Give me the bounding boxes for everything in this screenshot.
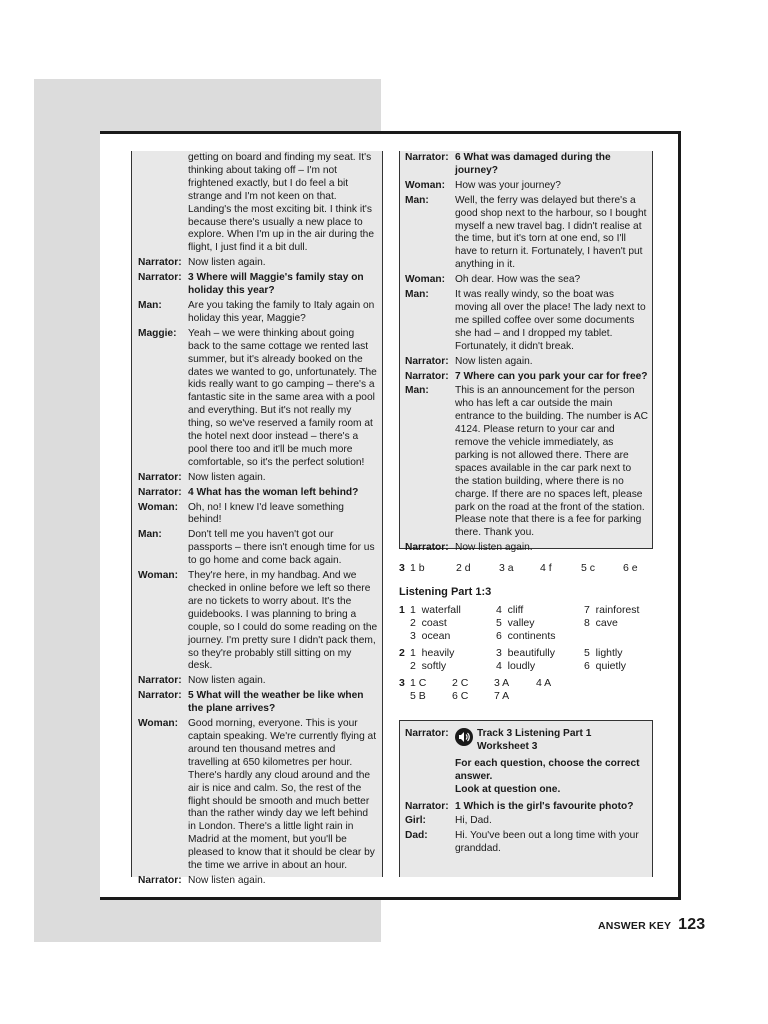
answer-item: 4 f	[540, 562, 552, 574]
speaker-label: Man:	[405, 289, 429, 301]
question-text: 6 What was damaged during the journey?	[455, 152, 611, 176]
answer-row-3	[399, 562, 659, 575]
answer-item: 1 waterfall	[410, 604, 461, 616]
answer-row	[399, 630, 659, 643]
answer-key-section	[399, 562, 659, 703]
answer-number	[399, 630, 410, 643]
transcript-next-box	[399, 720, 653, 877]
answer-number: 3	[399, 677, 405, 689]
transcript-entry	[405, 542, 652, 555]
answer-item: 2 C	[452, 677, 469, 689]
speaker-label: Man:	[138, 529, 162, 541]
transcript-entry	[138, 529, 382, 568]
answer-row	[399, 660, 659, 673]
speaker-label: Man:	[138, 299, 162, 311]
speaker-label: Narrator:	[138, 675, 182, 687]
footer-label: ANSWER KEY	[598, 920, 671, 932]
page-number: 123	[678, 916, 706, 933]
answer-number	[399, 660, 410, 673]
page-footer	[598, 916, 705, 934]
dialogue-text: They're here, in my handbag. And we checked in online before we left so there are no tickets to worry about. It's the guidebooks. I was planning to bring a couple, so I could do some reading on the journey. I'm pretty sure I didn't pack them, so they're probably still sitting on my desk.	[188, 570, 378, 672]
speaker-label: Narrator:	[405, 355, 449, 367]
answer-item: 1 b	[410, 562, 425, 574]
transcript-entry	[405, 180, 652, 193]
dialogue-text: Now listen again.	[455, 542, 533, 554]
speaker-label: Dad:	[405, 830, 428, 842]
transcript-entry	[138, 502, 382, 528]
transcript-entry	[138, 570, 382, 673]
instruction-text: For each question, choose the correct answer.	[455, 757, 640, 782]
speaker-label: Narrator:	[138, 874, 182, 886]
answer-item: 2 d	[456, 562, 471, 574]
dialogue-text: Yeah – we were thinking about going back to the same cottage we rented last summer, but it's already booked on the dates we wanted to go, unfortunately. The kids really want to go camping – there's a fantastic site in the same area with a pool and everything. But it's not really my thing, so we've reserved a family room at the hotel next door instead – there's a pool there too and it'll be much more comfortable, so it's the perfect solution!	[188, 327, 377, 468]
answer-item: 6 continents	[496, 630, 556, 642]
question-text: 4 What has the woman left behind?	[188, 486, 359, 498]
dialogue-text: Don't tell me you haven't got our passports – there isn't enough time for us to go home and come back again.	[188, 529, 375, 567]
answer-item: 2 softly	[410, 660, 447, 672]
dialogue-text: How was your journey?	[455, 179, 561, 191]
speaker-label: Narrator:	[138, 471, 182, 483]
instruction-text: Look at question one.	[455, 783, 561, 795]
answer-item: 3 a	[499, 562, 514, 574]
speaker-label: Narrator:	[405, 152, 449, 163]
section-heading: Listening Part 1:3	[399, 586, 492, 598]
speaker-label: Man:	[405, 385, 429, 397]
speaker-label: Woman:	[405, 274, 445, 286]
transcript-entry	[405, 152, 652, 178]
transcript-entry	[138, 328, 382, 470]
transcript-entry	[405, 815, 652, 828]
speaker-label: Woman:	[138, 718, 178, 730]
speaker-label: Narrator:	[138, 690, 182, 702]
question-text: 1 Which is the girl's favourite photo?	[455, 800, 634, 812]
answer-number: 3	[399, 562, 405, 574]
question-text: 3 Where will Maggie's family stay on holiday this year?	[188, 272, 364, 297]
answer-item: 7 A	[494, 690, 510, 702]
dialogue-text: Well, the ferry was delayed but there's a good shop next to the harbour, so I bought myself a new travel bag. I didn't realise at the time, but it's torn at one end, so I'll have to return it. Fortunately, I haven't put anything in it.	[455, 194, 647, 271]
answer-item: 1 heavily	[410, 647, 455, 659]
question-text: 7 Where can you park your car for free?	[455, 370, 648, 382]
answer-number	[399, 617, 410, 630]
speaker-label: Narrator:	[405, 728, 449, 739]
answer-item: 6 e	[623, 562, 638, 574]
dialogue-text: getting on board and finding my seat. It's thinking about taking off – I'm not frightened exactly, but I do feel a bit strange and I'm not keen on that. Landing's the most exciting bit. I think it's because there's usually a new place to explore. When I'm up in the air during the flight, I just find it a bit dull.	[188, 152, 374, 254]
transcript-entry	[405, 274, 652, 287]
question-text: 5 What will the weather be like when the plane arrives?	[188, 690, 364, 715]
speaker-label: Narrator:	[138, 486, 182, 498]
answer-item: 4 A	[536, 677, 552, 689]
track-title: Track 3 Listening Part 1	[477, 728, 592, 739]
transcript-entry	[138, 300, 382, 326]
transcript-entry	[405, 371, 652, 384]
speaker-label	[138, 152, 188, 255]
answer-item: 4 cliff	[496, 604, 524, 616]
speaker-label: Narrator:	[405, 542, 449, 554]
transcript-entry	[138, 690, 382, 716]
answer-item: 5 lightly	[584, 647, 623, 659]
dialogue-text: Now listen again.	[455, 355, 533, 367]
answer-number: 1	[399, 604, 405, 616]
answer-number: 2	[399, 647, 405, 659]
dialogue-text: Now listen again.	[188, 257, 266, 269]
transcript-entry	[405, 289, 652, 354]
answer-item: 3 ocean	[410, 630, 451, 642]
answer-item: 6 C	[452, 690, 469, 702]
answer-item: 3 beautifully	[496, 647, 555, 659]
dialogue-text: Hi. You've been out a long time with your granddad.	[455, 830, 639, 855]
transcript-entry	[138, 257, 382, 270]
answer-number	[399, 690, 410, 703]
transcript-entry	[405, 385, 652, 540]
transcript-right-box	[399, 151, 653, 554]
dialogue-text: Now listen again.	[188, 874, 266, 886]
answer-item: 1 C	[410, 677, 427, 689]
speaker-label: Narrator:	[405, 370, 449, 382]
answer-row	[399, 617, 659, 630]
answer-item: 5 c	[581, 562, 596, 574]
transcript-entry	[138, 487, 382, 500]
dialogue-text: Oh, no! I knew I'd leave something behind!	[188, 501, 344, 526]
speaker-label: Woman:	[405, 179, 445, 191]
speaker-label: Maggie:	[138, 327, 177, 339]
transcript-entry	[138, 675, 382, 688]
answer-item: 4 loudly	[496, 660, 536, 672]
speaker-label: Woman:	[138, 501, 178, 513]
track-worksheet: Worksheet 3	[477, 740, 538, 752]
transcript-entry	[138, 875, 382, 888]
transcript-entry	[405, 356, 652, 369]
transcript-entry	[138, 718, 382, 873]
answer-item: 6 quietly	[584, 660, 627, 672]
answer-item: 2 coast	[410, 617, 447, 629]
transcript-entry	[405, 195, 652, 272]
speaker-label: Narrator:	[138, 272, 182, 284]
answer-item: 5 B	[410, 690, 426, 702]
answer-row	[399, 604, 659, 617]
dialogue-text: This is an announcement for the person who has left a car outside the main entrance to the building. The number is AC 4124. Please return to your car and remove the vehicle immediately, as parking is not allowed there. There are spaces available in the car park next to the station building, where there is no charge. If there are no spaces left, please park on the road at the front of the station. Please note that there is a fee for parking there. Thank you.	[455, 385, 648, 539]
transcript-entry	[405, 801, 652, 814]
dialogue-text: It was really windy, so the boat was moving all over the place! The lady next to me spilled coffee over some documents she had – and I dropped my tablet. Fortunately, it didn't break.	[455, 289, 646, 352]
transcript-left-column	[131, 151, 383, 886]
transcript-entry	[138, 152, 382, 255]
dialogue-text: Hi, Dad.	[455, 815, 492, 827]
speaker-label: Narrator:	[138, 257, 182, 269]
answer-item	[536, 690, 566, 703]
answer-item: 5 valley	[496, 617, 535, 629]
transcript-entry	[405, 830, 652, 856]
dialogue-text: Are you taking the family to Italy again on holiday this year, Maggie?	[188, 299, 375, 324]
transcript-entry	[138, 272, 382, 298]
dialogue-text: Now listen again.	[188, 675, 266, 687]
speaker-label: Girl:	[405, 815, 426, 827]
answer-item: 3 A	[494, 677, 510, 689]
speaker-label: Narrator:	[405, 800, 449, 812]
answer-item	[584, 630, 654, 643]
transcript-entry	[138, 472, 382, 485]
dialogue-text: Oh dear. How was the sea?	[455, 274, 581, 286]
speaker-label: Man:	[405, 194, 429, 206]
answer-item: 7 rainforest	[584, 604, 640, 616]
answer-row	[399, 690, 659, 703]
answer-row	[399, 647, 659, 660]
answer-row	[399, 677, 659, 690]
answer-item: 8 cave	[584, 617, 618, 629]
dialogue-text: Good morning, everyone. This is your captain speaking. We're currently flying at around ten thousand metres and travelling at 650 kilometres per hour. There's hardly any cloud around and the air is nice and calm. So, the rest of the flight should be smooth and much better than the rather windy day we left behind in London. There's a little light rain in Madrid at the moment, but you'll be pleased to know that it should be clear by the time we arrive in about an hour.	[188, 718, 377, 872]
speaker-icon	[455, 728, 473, 746]
speaker-label: Woman:	[138, 570, 178, 582]
dialogue-text: Now listen again.	[188, 471, 266, 483]
